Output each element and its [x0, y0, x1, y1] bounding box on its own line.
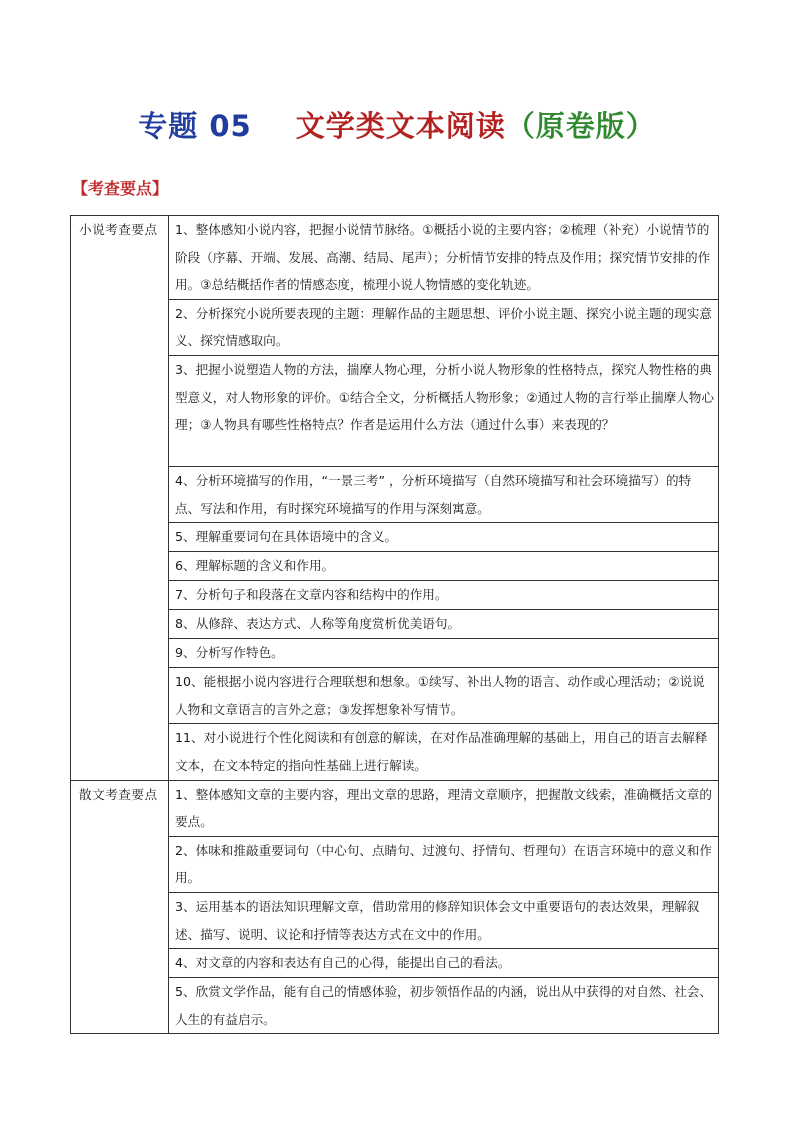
- page-title: [0, 104, 794, 145]
- table-cell: 1、整体感知小说内容，把握小说情节脉络。①概括小说的主要内容；②梳理（补充）小说情节的阶段（序幕、开端、发展、高潮、结局、尾声）；分析情节安排的特点及作用；探究情节安排的作用。③总结概括作者的情感态度，梳理小说人物情感的变化轨迹。: [169, 216, 719, 300]
- table-cell: 7、分析句子和段落在文章内容和结构中的作用。: [169, 581, 719, 610]
- table-cell: 2、体味和推敲重要词句（中心句、点睛句、过渡句、抒情句、哲理句）在语言环境中的意义和作用。: [169, 836, 719, 892]
- title-subtitle: （原卷版）: [505, 109, 656, 143]
- table-cell: 3、把握小说塑造人物的方法，揣摩人物心理，分析小说人物形象的性格特点，探究人物性格的典型意义，对人物形象的评价。①结合全文，分析概括人物形象；②通过人物的言行举止揣摩人物心理；③人物具有哪些性格特点？作者是运用什么方法（通过什么事）来表现的？: [169, 355, 719, 466]
- table-row: [71, 724, 719, 780]
- table-row: [71, 299, 719, 355]
- table-row: [71, 466, 719, 522]
- section-heading: 【考查要点】: [72, 179, 169, 198]
- table-cell: 8、从修辞、表达方式、人称等角度赏析优美语句。: [169, 610, 719, 639]
- table-cell: 5、理解重要词句在具体语境中的含义。: [169, 523, 719, 552]
- table-row: [71, 836, 719, 892]
- table-cell: 5、欣赏文学作品，能有自己的情感体验，初步领悟作品的内涵，说出从中获得的对自然、社会、人生的有益启示。: [169, 978, 719, 1034]
- table-row: [71, 668, 719, 724]
- table-cell: 11、对小说进行个性化阅读和有创意的解读，在对作品准确理解的基础上，用自己的语言去解释文本，在文本特定的指向性基础上进行解读。: [169, 724, 719, 780]
- requirements-table: [70, 215, 719, 1034]
- table-cell: 4、分析环境描写的作用，“一景三考” ，分析环境描写（自然环境描写和社会环境描写）的特点、写法和作用，有时探究环境描写的作用与深刻寓意。: [169, 466, 719, 522]
- table-cell: 3、运用基本的语法知识理解文章，借助常用的修辞知识体会文中重要语句的表达效果，理解叙述、描写、说明、议论和抒情等表达方式在文中的作用。: [169, 892, 719, 948]
- table-row: [71, 610, 719, 639]
- table-row: [71, 523, 719, 552]
- table-cell: 10、能根据小说内容进行合理联想和想象。①续写、补出人物的语言、动作或心理活动；②说说人物和文章语言的言外之意；③发挥想象补写情节。: [169, 668, 719, 724]
- table-cell: 4、对文章的内容和表达有自己的心得，能提出自己的看法。: [169, 949, 719, 978]
- table-cell: 9、分析写作特色。: [169, 639, 719, 668]
- table-cell: 2、分析探究小说所要表现的主题：理解作品的主题思想、评价小说主题、探究小说主题的现实意义、探究情感取向。: [169, 299, 719, 355]
- category-prose: 散文考查要点: [71, 780, 169, 1034]
- table-row: [71, 978, 719, 1034]
- table-row: [71, 949, 719, 978]
- table-row: [71, 892, 719, 948]
- table-row: [71, 639, 719, 668]
- table-cell: 6、理解标题的含义和作用。: [169, 552, 719, 581]
- table-row: [71, 581, 719, 610]
- table-row: [71, 780, 719, 836]
- title-main: 文学类文本阅读: [295, 109, 506, 143]
- table-row: [71, 216, 719, 300]
- table-row: [71, 355, 719, 466]
- table-cell: 1、整体感知文章的主要内容，理出文章的思路，理清文章顺序，把握散文线索，准确概括文章的要点。: [169, 780, 719, 836]
- table-row: [71, 552, 719, 581]
- category-novel: 小说考查要点: [71, 216, 169, 781]
- title-number: 专题 05: [138, 109, 252, 143]
